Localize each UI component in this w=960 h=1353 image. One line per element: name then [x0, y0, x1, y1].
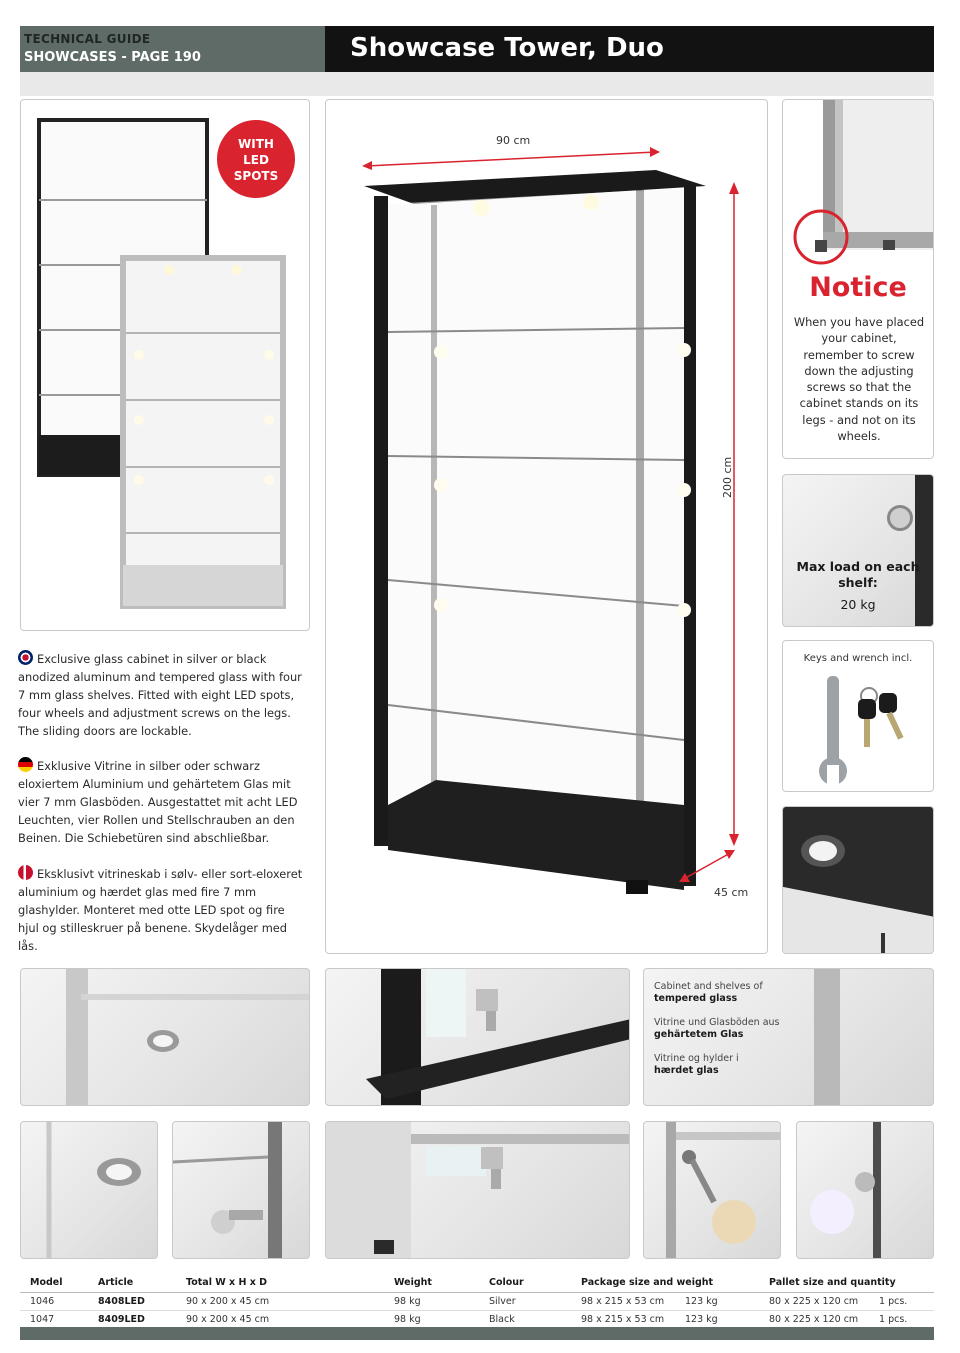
height-dimension: 200 cm	[721, 456, 734, 498]
table-cell: 98 x 215 x 53 cm	[571, 1293, 675, 1311]
table-row	[20, 1293, 934, 1311]
table-cell: Black	[479, 1311, 571, 1329]
column-header: Colour	[479, 1273, 571, 1293]
silver-spot-illustration	[21, 1122, 158, 1259]
table-cell: 8408LED	[88, 1293, 176, 1311]
badge-line-1: WITH	[238, 137, 274, 151]
product-photo-main	[325, 99, 768, 954]
detail-photo-led-spot-1	[643, 1121, 781, 1259]
led-spot-2-illustration	[797, 1122, 934, 1259]
column-header: Weight	[384, 1273, 479, 1293]
description-da: Eksklusivt vitrineskab i sølv- eller sort-eloxeret aluminium og hærdet glas med fire 7 mm glashylder. Monteret med otte LED spot og fire hjul og stilleskruer på benene. Skydelåger med lås.	[18, 867, 303, 953]
german-flag-icon	[18, 757, 33, 772]
table-cell: 80 x 225 x 120 cm	[759, 1293, 869, 1311]
depth-dimension: 45 cm	[714, 886, 749, 899]
table-cell: Silver	[479, 1293, 571, 1311]
table-cell: 98 x 215 x 53 cm	[571, 1311, 675, 1329]
table-cell: 123 kg	[675, 1311, 759, 1329]
led-spot-1-illustration	[644, 1122, 781, 1259]
led-spot-closeup	[782, 806, 934, 954]
detail-photo-led-spot-2	[796, 1121, 934, 1259]
cabinet-foot-illustration	[783, 100, 934, 270]
column-header: Pallet size and quantity	[759, 1273, 934, 1293]
table-cell: 90 x 200 x 45 cm	[176, 1293, 384, 1311]
keys-panel	[782, 640, 934, 792]
shelf-clip-illustration	[173, 1122, 310, 1259]
header-page: SHOWCASES - PAGE 190	[24, 50, 201, 65]
badge-line-3: SPOTS	[233, 169, 279, 183]
max-load-value: 20 kg	[840, 597, 876, 612]
main-cabinet-illustration	[326, 100, 768, 954]
detail-photo-shelf-clip	[172, 1121, 310, 1259]
led-spots-badge	[217, 120, 295, 198]
table-cell: 123 kg	[675, 1293, 759, 1311]
uk-flag-icon	[18, 650, 33, 665]
table-cell: 98 kg	[384, 1293, 479, 1311]
header-category-block	[20, 26, 325, 72]
page-title: Showcase Tower, Duo	[350, 33, 664, 63]
danish-flag-icon	[18, 865, 33, 880]
detail-photo-spot-silver	[20, 1121, 158, 1259]
led-spot-illustration	[783, 807, 934, 954]
table-cell: 8409LED	[88, 1311, 176, 1329]
header-strip	[20, 72, 934, 96]
column-header: Model	[20, 1273, 88, 1293]
black-lock-illustration	[326, 969, 630, 1106]
column-header: Total W x H x D	[176, 1273, 384, 1293]
description-en: Exclusive glass cabinet in silver or black anodized aluminum and tempered glass with four 7 mm glass shelves. Fitted with eight LED spots, four wheels and adjustment screws on the legs. The sliding doors are lockable.	[18, 652, 302, 738]
table-cell: 1 pcs.	[869, 1311, 934, 1329]
notice-text: When you have placed your cabinet, remember to screw down the adjusting screws so that the cabinet stands on its legs - and not on its wheels.	[793, 315, 925, 444]
footer-bar	[20, 1327, 934, 1340]
lock-icon	[887, 505, 913, 531]
badge-line-2: LED	[243, 153, 269, 167]
table-cell: 90 x 200 x 45 cm	[176, 1311, 384, 1329]
column-header: Article	[88, 1273, 176, 1293]
max-load-panel	[782, 474, 934, 627]
glass-info-panel	[643, 968, 934, 1106]
table-cell: 1046	[20, 1293, 88, 1311]
description-de: Exklusive Vitrine in silber oder schwarz eloxiertem Aluminium und gehärtetem Glas mit vier 7 mm Glasböden. Ausgestattet mit acht LED Leuchten, vier Rollen und Stellschrauben an den Beinen. Die Schiebetüren sind abschließbar.	[18, 759, 298, 845]
notice-panel	[782, 99, 934, 459]
detail-photo-lock-silver	[325, 1121, 630, 1259]
table-cell: 80 x 225 x 120 cm	[759, 1311, 869, 1329]
table-cell: 1047	[20, 1311, 88, 1329]
product-photo-duo	[20, 99, 310, 631]
keys-label: Keys and wrench incl.	[803, 653, 913, 664]
table-cell: 98 kg	[384, 1311, 479, 1329]
table-row	[20, 1311, 934, 1329]
max-load-label: Max load on each shelf:	[796, 559, 920, 590]
column-header: Package size and weight	[571, 1273, 759, 1293]
header-title-block	[325, 26, 934, 72]
specifications-table	[20, 1273, 934, 1329]
detail-photo-lock-black	[325, 968, 630, 1106]
glass-info-en: Cabinet and shelves of tempered glass	[654, 981, 763, 1004]
silver-lock-illustration	[326, 1122, 630, 1259]
width-dimension: 90 cm	[496, 134, 531, 147]
silver-top-illustration	[21, 969, 310, 1106]
glass-info-da: Vitrine og hylder i hærdet glas	[654, 1053, 739, 1076]
header-category: TECHNICAL GUIDE	[24, 32, 151, 46]
notice-title: Notice	[809, 272, 907, 303]
frame-post	[814, 969, 840, 1106]
detail-photo-top-silver	[20, 968, 310, 1106]
glass-info-de: Vitrine und Glasböden aus gehärtetem Glas	[654, 1017, 780, 1040]
table-header-row	[20, 1273, 934, 1293]
table-cell: 1 pcs.	[869, 1293, 934, 1311]
